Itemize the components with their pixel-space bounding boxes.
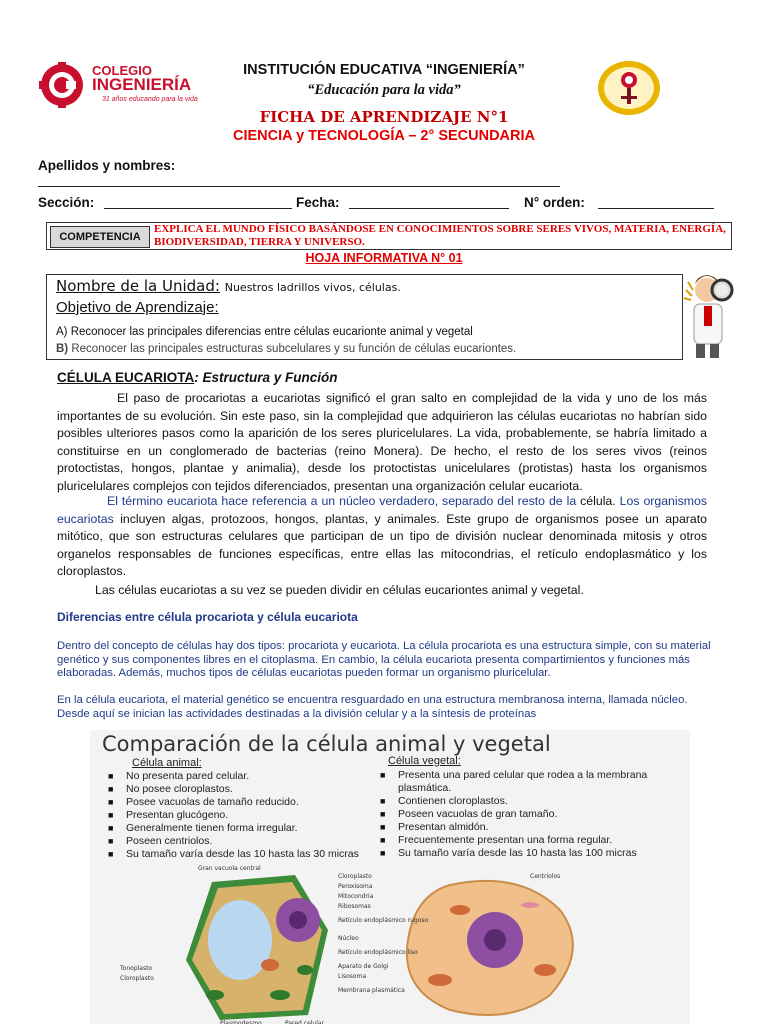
label-lisosoma: Lisosoma [338, 973, 367, 980]
fecha-field[interactable] [349, 195, 509, 209]
plant-item-2: ■ Poseen vacuolas de gran tamaño. [380, 808, 660, 821]
animal-item-0: ■ No presenta pared celular. [108, 770, 368, 783]
label-pared: Pared celular [285, 1020, 325, 1024]
label-gran-vacuola: Gran vacuola central [198, 865, 261, 872]
objetivo-label: Objetivo de Aprendizaje: [56, 299, 219, 316]
label-mitocondria: Mitocondria [338, 893, 374, 900]
apellidos-label: Apellidos y nombres: [38, 158, 176, 173]
section-title: CÉLULA EUCARIOTA [57, 370, 195, 385]
institution-name: INSTITUCIÓN EDUCATIVA “INGENIERÍA” [243, 62, 525, 78]
paragraph-3: Las células eucariotas a su vez se pueden dividir en células eucariontes animal y vegetal. [95, 583, 584, 597]
label-peroxisoma: Peroxisoma [338, 883, 373, 890]
plant-cell-drawing [186, 875, 328, 1020]
plant-header: Célula vegetal: [388, 755, 461, 767]
p2-part-d: incluyen algas, protozoos, hongos, plantas, y animales. Este grupo de organismos posee un aparato mitótico, que son estructuras celulares que participan de un tipo de división nuclear denominada mitosis y otros organelos responsables de funciones específicas, entre ellas las mitocondrias, el retículo endoplasmático y los cloroplastos. [57, 511, 707, 578]
orden-label: N° orden: [524, 195, 585, 210]
section-heading [57, 370, 338, 385]
course-title: CIENCIA y TECNOLOGÍA – 2° SECUNDARIA [232, 128, 535, 144]
plant-item-3: ■ Presentan almidón. [380, 821, 660, 834]
fecha-label: Fecha: [296, 195, 340, 210]
unidad-value: Nuestros ladrillos vivos, células. [224, 281, 401, 294]
plant-item-1: ■ Contienen cloroplastos. [380, 795, 660, 808]
label-nucleo: Núcleo [338, 935, 359, 942]
hoja-informativa-title: HOJA INFORMATIVA N° 01 [305, 251, 463, 265]
cell-comparison-figure [90, 730, 690, 1024]
label-plasmodesmo: Plasmodesmo [220, 1020, 262, 1024]
orden-field[interactable] [598, 195, 714, 209]
label-cloroplasto-2: Cloroplasto [338, 873, 372, 880]
label-ribosomas: Ribosomas [338, 903, 371, 910]
motto: “Educación para la vida” [307, 82, 461, 98]
seccion-field[interactable] [104, 195, 292, 209]
objetivo-b-letter: B) [56, 343, 69, 355]
p2-part-b: célula. [580, 494, 616, 508]
logo-tagline: 31 años educando para la vida [102, 96, 198, 103]
animal-item-1: ■ No posee cloroplastos. [108, 783, 368, 796]
differences-heading: Diferencias entre célula procariota y célula eucariota [57, 610, 358, 624]
animal-list [108, 770, 368, 861]
logo-line2: INGENIERÍA [92, 75, 192, 94]
animal-header: Célula animal: [132, 757, 202, 769]
competencia-text: EXPLICA EL MUNDO FÍSICO BASÁNDOSE EN CONOCIMIENTOS SOBRE SERES VIVOS, MATERIA, ENERGÍA, BIODIVERSIDAD, TIERRA Y UNIVERSO. [154, 223, 726, 248]
animal-item-2: ■ Posee vacuolas de tamaño reducido. [108, 796, 368, 809]
cell-diagram [90, 865, 690, 1024]
animal-item-3: ■ Presentan glucógeno. [108, 809, 368, 822]
ficha-title: FICHA DE APRENDIZAJE N°1 [259, 108, 509, 126]
objetivo-b-text: Reconocer las principales estructuras subcelulares y su función de células eucariontes. [71, 343, 517, 355]
competencia-label: COMPETENCIA [50, 226, 150, 248]
animal-item-6: ■ Su tamaño varía desde las 10 hasta las 30 micras [108, 848, 368, 861]
seccion-label: Sección: [38, 195, 95, 210]
label-tonoplasto: Tonoplasto [120, 965, 153, 972]
objetivo-a: A) Reconocer las principales diferencias entre células eucarionte animal y vegetal [56, 326, 473, 338]
unidad-box [46, 274, 683, 360]
animal-item-4: ■ Generalmente tienen forma irregular. [108, 822, 368, 835]
teacher-magnifier-illustration [680, 268, 738, 360]
unidad-label: Nombre de la Unidad: [56, 277, 220, 295]
label-centriolos: Centriolos [530, 873, 561, 880]
plant-list [380, 769, 660, 860]
plant-item-5: ■ Su tamaño varía desde las 10 hasta las 100 micras [380, 847, 660, 860]
unidad-row [56, 277, 401, 295]
p2-part-a: El término eucariota hace referencia a un núcleo verdadero, separado del resto de la [107, 494, 577, 508]
paragraph-2 [57, 493, 707, 581]
competencia-box [46, 222, 732, 250]
animal-item-5: ■ Poseen centriolos. [108, 835, 368, 848]
label-cloroplasto: Cloroplasto [120, 975, 154, 982]
logo-line1: COLEGIO [92, 63, 152, 78]
section-subtitle: : Estructura y Función [194, 370, 338, 385]
paragraph-1: El paso de procariotas a eucariotas significó el gran salto en complejidad de la vida y uno de los más importantes de su evolución. Sin este paso, sin la complejidad que adquirieron las células eucariotas no habrían sido posibles ulteriores pasos como la aparición de los seres pluricelulares. La vida, probablemente, se habría limitado a constituirse en un conglomerado de bacterias (reino Monera). De hecho, el resto de los seres vivos (reinos protoctistas, hongos, plantae y animalia), desde los protoctistas unicelulares (protistas) hasta los organismos pluricelulares complejos con tejidos diferenciados, presentan una organización celular eucariota. [57, 391, 707, 493]
paragraph-4: Dentro del concepto de células hay dos tipos: procariota y eucariota. La célula procariota es una estructura simple, con su material genético y sus componentes libres en el citoplasma. En cambio, la célula eucariota presenta compartimientos y funciones más elaboradas. Además, muchos tipos de células eucariotas pueden formar un organismo pluricelular. [57, 640, 711, 679]
label-reticulo-rugoso: Retículo endoplásmico rugoso [338, 917, 429, 924]
animal-cell-drawing [407, 881, 573, 1015]
label-reticulo-liso: Retículo endoplásmico liso [338, 949, 418, 956]
label-membrana: Membrana plasmática [338, 987, 405, 994]
plant-item-4: ■ Frecuentemente presentan una forma regular. [380, 834, 660, 847]
figure-title: Comparación de la célula animal y vegetal [102, 732, 551, 756]
plant-item-0: ■ Presenta una pared celular que rodea a la membrana plasmática. [380, 769, 660, 795]
apellidos-field[interactable] [38, 176, 560, 187]
p2-part-c: Los organismos eucariotas [57, 494, 708, 526]
paragraph-5: En la célula eucariota, el material genético se encuentra resguardado en una estructura membranosa interna, llamada núcleo. Desde aquí se inician las actividades destinadas a la división celular y a la síntesis de proteínas [57, 694, 688, 720]
objetivo-b [56, 343, 516, 355]
label-golgi: Aparato de Golgi [338, 963, 389, 970]
